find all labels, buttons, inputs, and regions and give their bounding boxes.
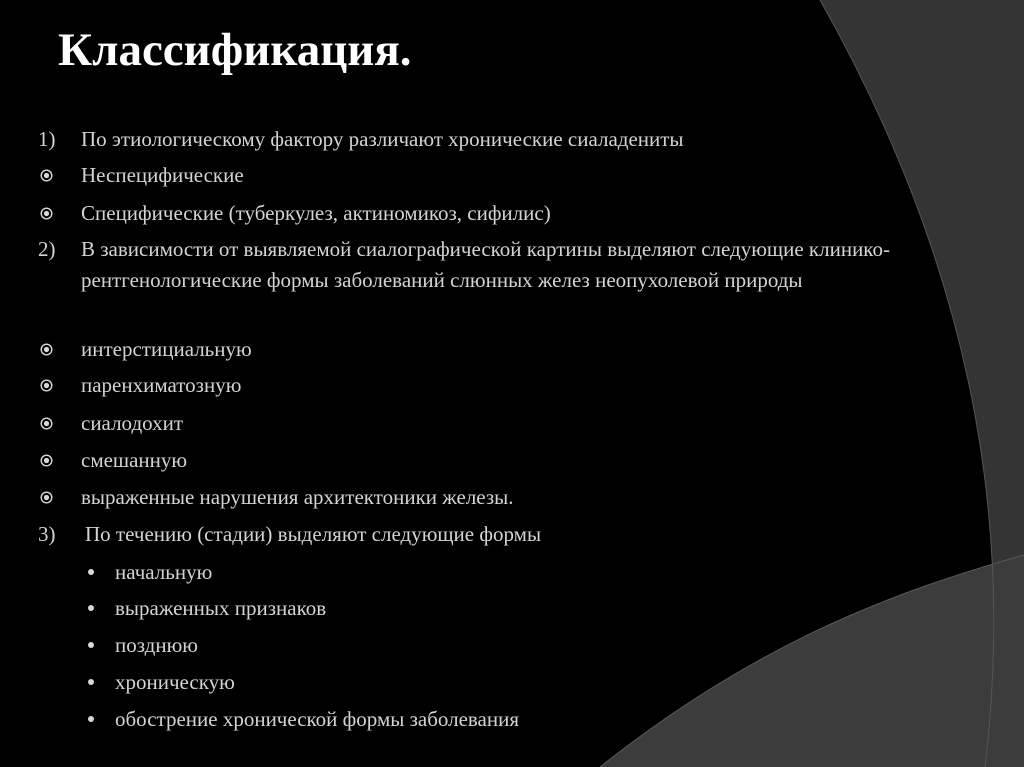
list-item-text: паренхиматозную — [81, 373, 242, 397]
dot-icon — [88, 716, 94, 722]
list-item-text: По течению (стадии) выделяют следующие формы — [85, 522, 542, 546]
sub-list-item-text: хроническую — [115, 670, 235, 694]
target-circle-icon — [40, 454, 53, 467]
list-number: 1) — [38, 127, 56, 151]
target-circle-icon — [40, 343, 53, 356]
target-circle-icon — [40, 207, 53, 220]
list-item-text: смешанную — [81, 448, 188, 472]
sub-list-item-text: начальную — [115, 560, 213, 584]
list-item-text: выраженные нарушения архитектоники железы. — [81, 485, 514, 509]
dot-icon — [88, 642, 94, 648]
target-circle-icon — [40, 417, 53, 430]
sub-list-item-text: обострение хронической формы заболевания — [115, 707, 520, 731]
dot-icon — [88, 679, 94, 685]
sub-list-item-text: выраженных признаков — [115, 596, 327, 620]
list-item-text: Неспецифические — [81, 163, 244, 187]
list-item-text: В зависимости от выявляемой сиалографической картины выделяют следующие клинико-рентгенологические формы заболеваний слюнных желез неопухолевой природы — [81, 237, 890, 292]
dot-icon — [88, 569, 94, 575]
slide-title: Классификация. — [58, 24, 412, 76]
target-circle-icon — [40, 491, 53, 504]
list-item-text: По этиологическому фактору различают хронические сиаладениты — [81, 127, 684, 151]
target-circle-icon — [40, 379, 53, 392]
list-number: 2) — [38, 237, 56, 261]
target-circle-icon — [40, 169, 53, 182]
list-item-text: интерстициальную — [81, 337, 252, 361]
list-number: 3) — [38, 522, 56, 546]
list-item-text: сиалодохит — [81, 411, 184, 435]
dot-icon — [88, 605, 94, 611]
list-item-text: Специфические (туберкулез, актиномикоз, сифилис) — [81, 201, 551, 225]
sub-list-item-text: позднюю — [115, 633, 198, 657]
